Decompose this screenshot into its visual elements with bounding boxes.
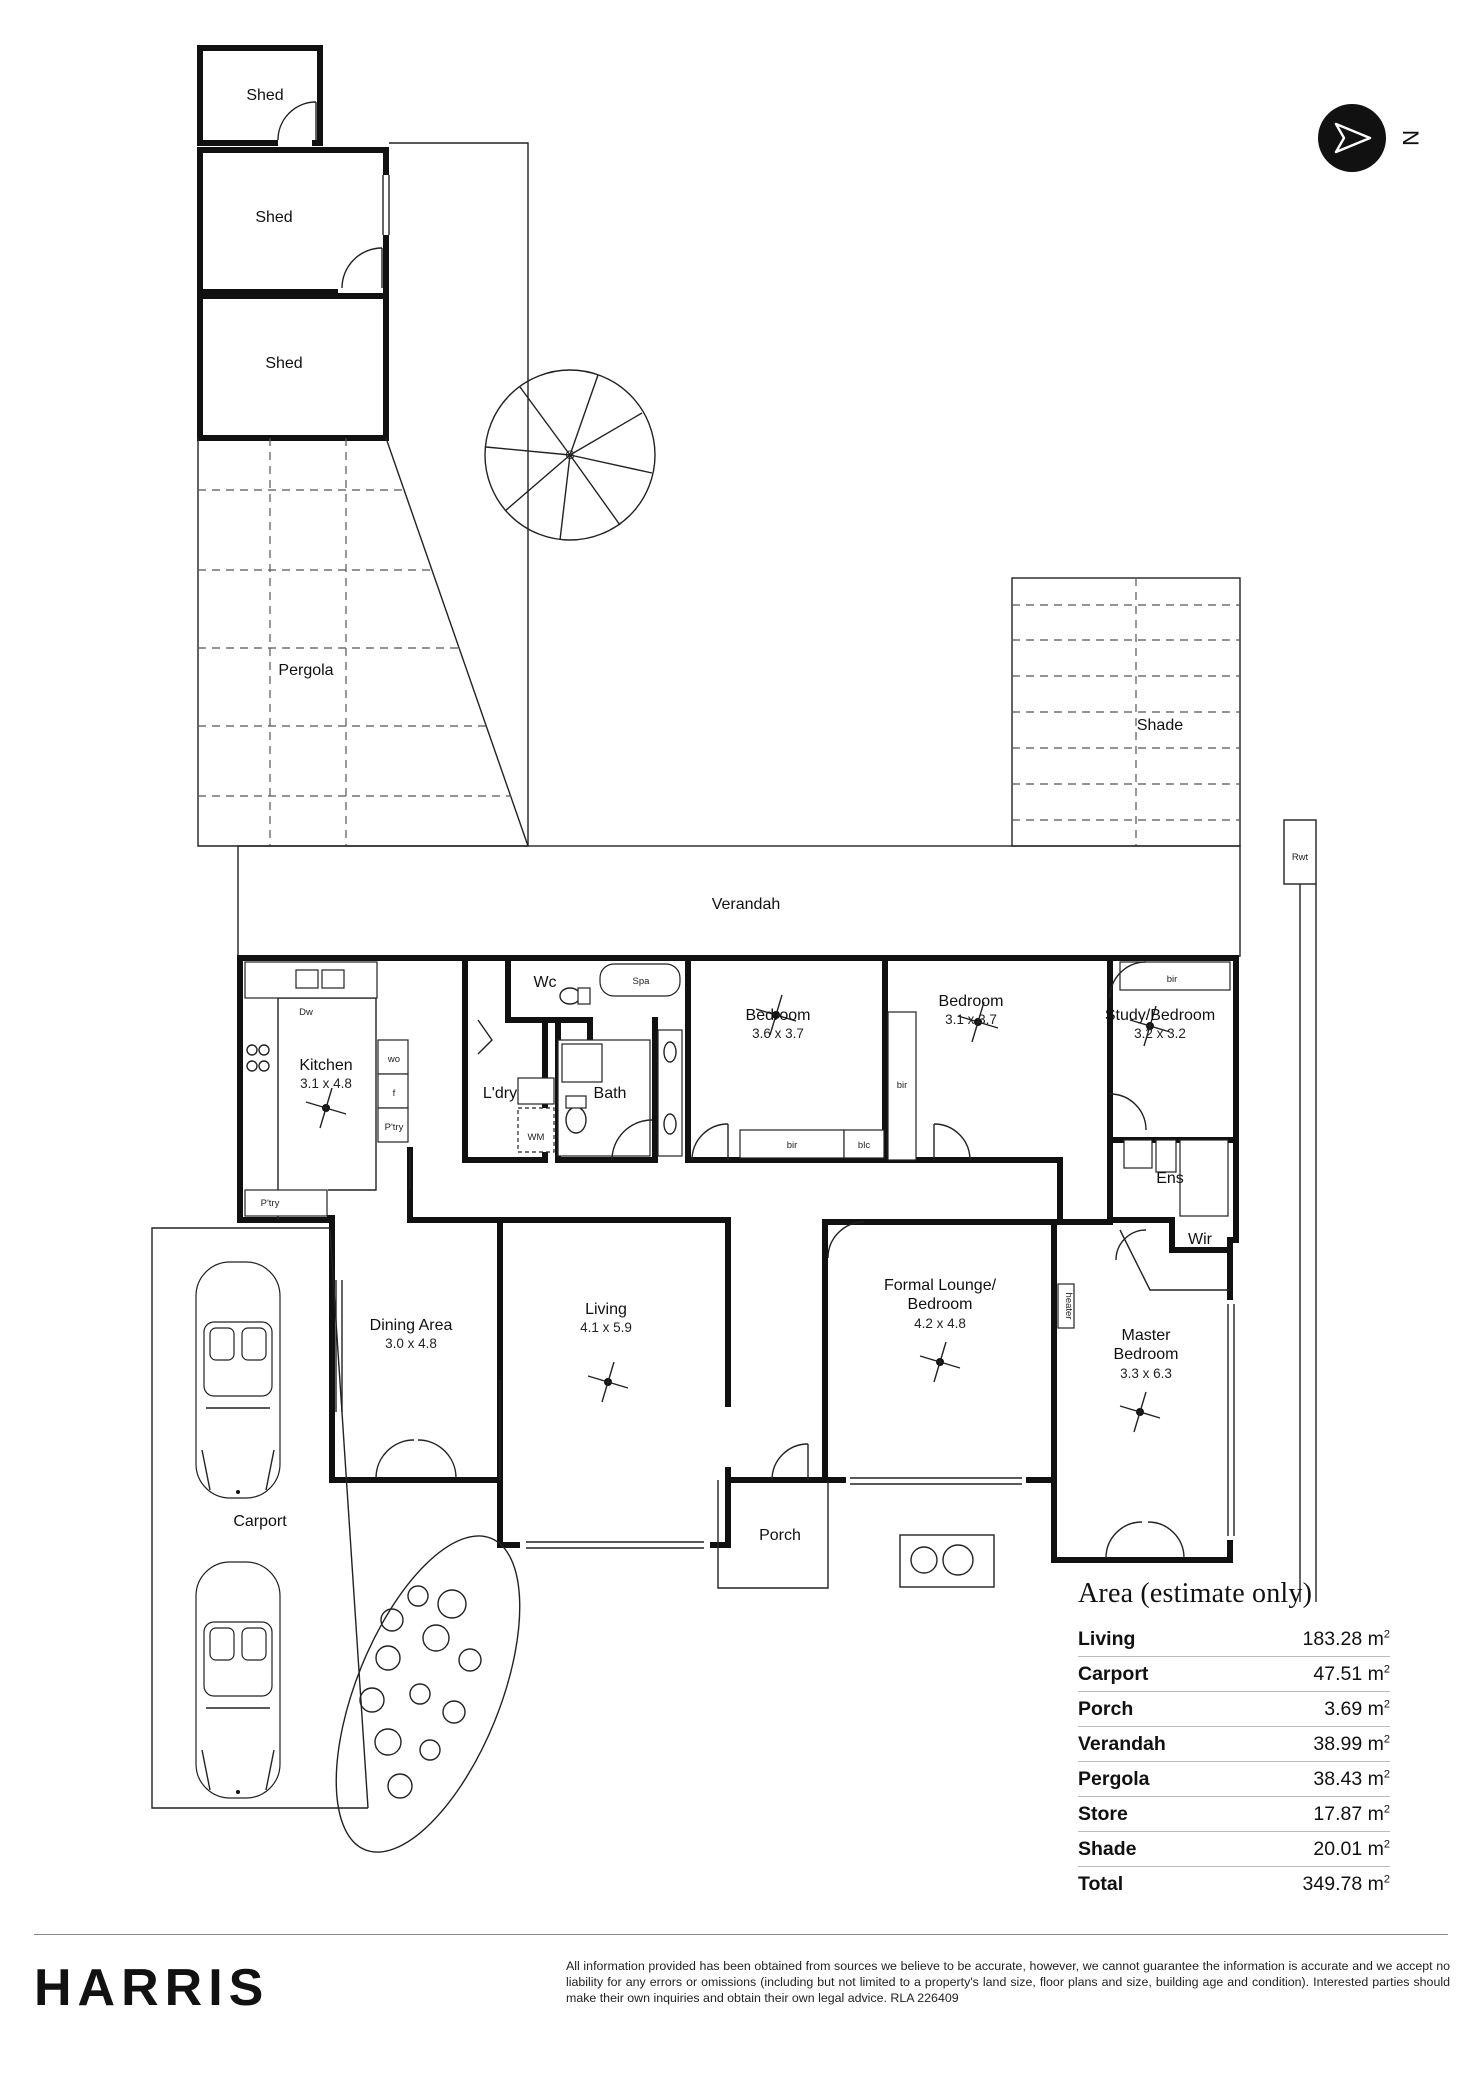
area-unit: m <box>1367 1767 1384 1790</box>
pergola-label: Pergola <box>278 662 334 679</box>
bedroom-2-label: Bedroom <box>938 993 1004 1010</box>
porch <box>718 1444 828 1588</box>
area-row-value <box>1313 1733 1390 1756</box>
area-row-value <box>1313 1803 1390 1826</box>
compass <box>1318 104 1428 184</box>
rwt-label: Rwt <box>1291 852 1309 863</box>
disclaimer-text: All information provided has been obtained from sources we believe to be accurate, however, we cannot guarantee the information is accurate and we accept no liability for any errors or omissions (including but not limited to a property's land size, floor plans and size, building age and condition). Interested parties should make their own inquiries and obtain their own legal advice. RLA 226409 <box>566 1959 1450 2005</box>
kitchen-label: Kitchen <box>299 1057 353 1074</box>
area-row-name: Total <box>1078 1872 1124 1895</box>
carport-label: Carport <box>233 1513 287 1530</box>
area-unit: m <box>1367 1732 1384 1755</box>
area-table <box>1078 1578 1390 1901</box>
area-row-name: Carport <box>1078 1662 1149 1685</box>
area-unit-power: 2 <box>1383 1663 1390 1675</box>
study-dim: 3.2 x 3.2 <box>1134 1026 1186 1041</box>
living-label: Living <box>585 1301 627 1318</box>
ens-label: Ens <box>1156 1170 1184 1187</box>
area-row-value <box>1324 1698 1390 1721</box>
area-row-value <box>1313 1768 1390 1791</box>
formal-label-line1: Formal Lounge/ <box>883 1277 997 1294</box>
area-row-name: Store <box>1078 1802 1128 1825</box>
bir-label-3: bir <box>1166 974 1178 985</box>
area-unit: m <box>1367 1697 1384 1720</box>
area-row-number: 47.51 <box>1313 1662 1363 1685</box>
shed-label-3: Shed <box>265 355 303 372</box>
dining-dim: 3.0 x 4.8 <box>385 1336 437 1351</box>
heater-label: heater <box>1063 1292 1074 1320</box>
living-dim: 4.1 x 5.9 <box>580 1320 632 1335</box>
compass-circle <box>1318 104 1386 172</box>
bedroom-1-label: Bedroom <box>745 1007 811 1024</box>
dw-label: Dw <box>299 1007 313 1018</box>
dining-label: Dining Area <box>369 1317 453 1334</box>
verandah-label: Verandah <box>711 896 781 913</box>
master-dim: 3.3 x 6.3 <box>1120 1366 1172 1381</box>
area-row-number: 20.01 <box>1313 1837 1363 1860</box>
area-unit: m <box>1367 1872 1384 1895</box>
area-row <box>1078 1622 1390 1657</box>
wm-label: WM <box>527 1132 545 1143</box>
area-row-number: 38.43 <box>1313 1767 1363 1790</box>
area-unit-power: 2 <box>1383 1698 1390 1710</box>
sheds <box>200 48 389 438</box>
bir-label-2: bir <box>896 1080 908 1091</box>
area-row-value <box>1313 1663 1390 1686</box>
area-row <box>1078 1832 1390 1867</box>
area-row-number: 17.87 <box>1313 1802 1363 1825</box>
area-row-value <box>1303 1628 1390 1651</box>
area-row <box>1078 1797 1390 1832</box>
study-label: Study/Bedroom <box>1104 1007 1216 1024</box>
formal-dim: 4.2 x 4.8 <box>914 1316 966 1331</box>
ceiling-fans <box>306 995 1170 1432</box>
area-row-value <box>1313 1838 1390 1861</box>
area-row-name: Pergola <box>1078 1767 1150 1790</box>
shade <box>1012 578 1240 846</box>
formal-label-line2: Bedroom <box>907 1296 973 1313</box>
pergola <box>198 143 528 846</box>
area-row-value <box>1303 1873 1390 1896</box>
area-unit: m <box>1367 1802 1384 1825</box>
area-title: Area (estimate only) <box>1078 1578 1313 1609</box>
rainwater-tank <box>1284 820 1316 1602</box>
kitchen-dim: 3.1 x 4.8 <box>300 1076 352 1091</box>
bath-label: Bath <box>593 1085 627 1102</box>
bedroom-1-dim: 3.6 x 3.7 <box>752 1026 804 1041</box>
area-row-name: Verandah <box>1078 1732 1166 1755</box>
area-row <box>1078 1727 1390 1762</box>
area-row-name: Shade <box>1078 1837 1137 1860</box>
area-unit-power: 2 <box>1383 1733 1390 1745</box>
pantry-label-2: P'try <box>260 1198 280 1209</box>
area-rows <box>1078 1622 1390 1901</box>
compass-label: N <box>1398 130 1423 146</box>
area-row <box>1078 1657 1390 1692</box>
area-row-number: 349.78 <box>1302 1872 1363 1895</box>
area-row <box>1078 1692 1390 1727</box>
area-row-number: 38.99 <box>1313 1732 1363 1755</box>
area-unit-power: 2 <box>1383 1768 1390 1780</box>
garden-bed <box>900 1535 994 1587</box>
shade-label: Shade <box>1136 717 1184 734</box>
area-row-name: Living <box>1078 1627 1136 1650</box>
shed-label-1: Shed <box>246 87 284 104</box>
blc-label: blc <box>857 1140 871 1151</box>
area-unit: m <box>1367 1627 1384 1650</box>
shed-label-2: Shed <box>255 209 293 226</box>
wc-label: Wc <box>533 974 557 991</box>
bir-label-1: bir <box>786 1140 798 1151</box>
area-row <box>1078 1867 1390 1901</box>
area-row <box>1078 1762 1390 1797</box>
wo-label: wo <box>387 1054 401 1065</box>
master-label-line2: Bedroom <box>1113 1346 1179 1363</box>
svg-text:G: G <box>565 448 575 462</box>
porch-label: Porch <box>759 1527 801 1544</box>
car-icon-1 <box>196 1262 280 1498</box>
wir-label: Wir <box>1188 1231 1212 1248</box>
laundry-label: L'dry <box>482 1085 518 1102</box>
pantry-label-1: P'try <box>384 1122 404 1133</box>
area-unit-power: 2 <box>1383 1873 1390 1885</box>
wet-areas <box>465 958 688 1160</box>
area-unit-power: 2 <box>1383 1803 1390 1815</box>
area-row-name: Porch <box>1078 1697 1134 1720</box>
footer-divider <box>34 1934 1448 1935</box>
kitchen <box>245 962 410 1220</box>
area-unit-power: 2 <box>1383 1838 1390 1850</box>
area-row-number: 183.28 <box>1302 1627 1363 1650</box>
spa-label: Spa <box>632 976 650 987</box>
car-icon-2 <box>196 1562 280 1798</box>
tree-symbol <box>485 370 655 540</box>
living-zone <box>332 1218 1234 1558</box>
area-row-number: 3.69 <box>1324 1697 1363 1720</box>
bedroom-2-dim: 3.1 x 3.7 <box>945 1012 997 1027</box>
area-unit: m <box>1367 1837 1384 1860</box>
area-unit: m <box>1367 1662 1384 1685</box>
area-unit-power: 2 <box>1383 1628 1390 1640</box>
garden-shrubs <box>298 1511 557 1876</box>
fridge-label: f <box>392 1088 396 1099</box>
master-label-line1: Master <box>1121 1327 1171 1344</box>
brand-logo: HARRIS <box>34 1959 270 2017</box>
